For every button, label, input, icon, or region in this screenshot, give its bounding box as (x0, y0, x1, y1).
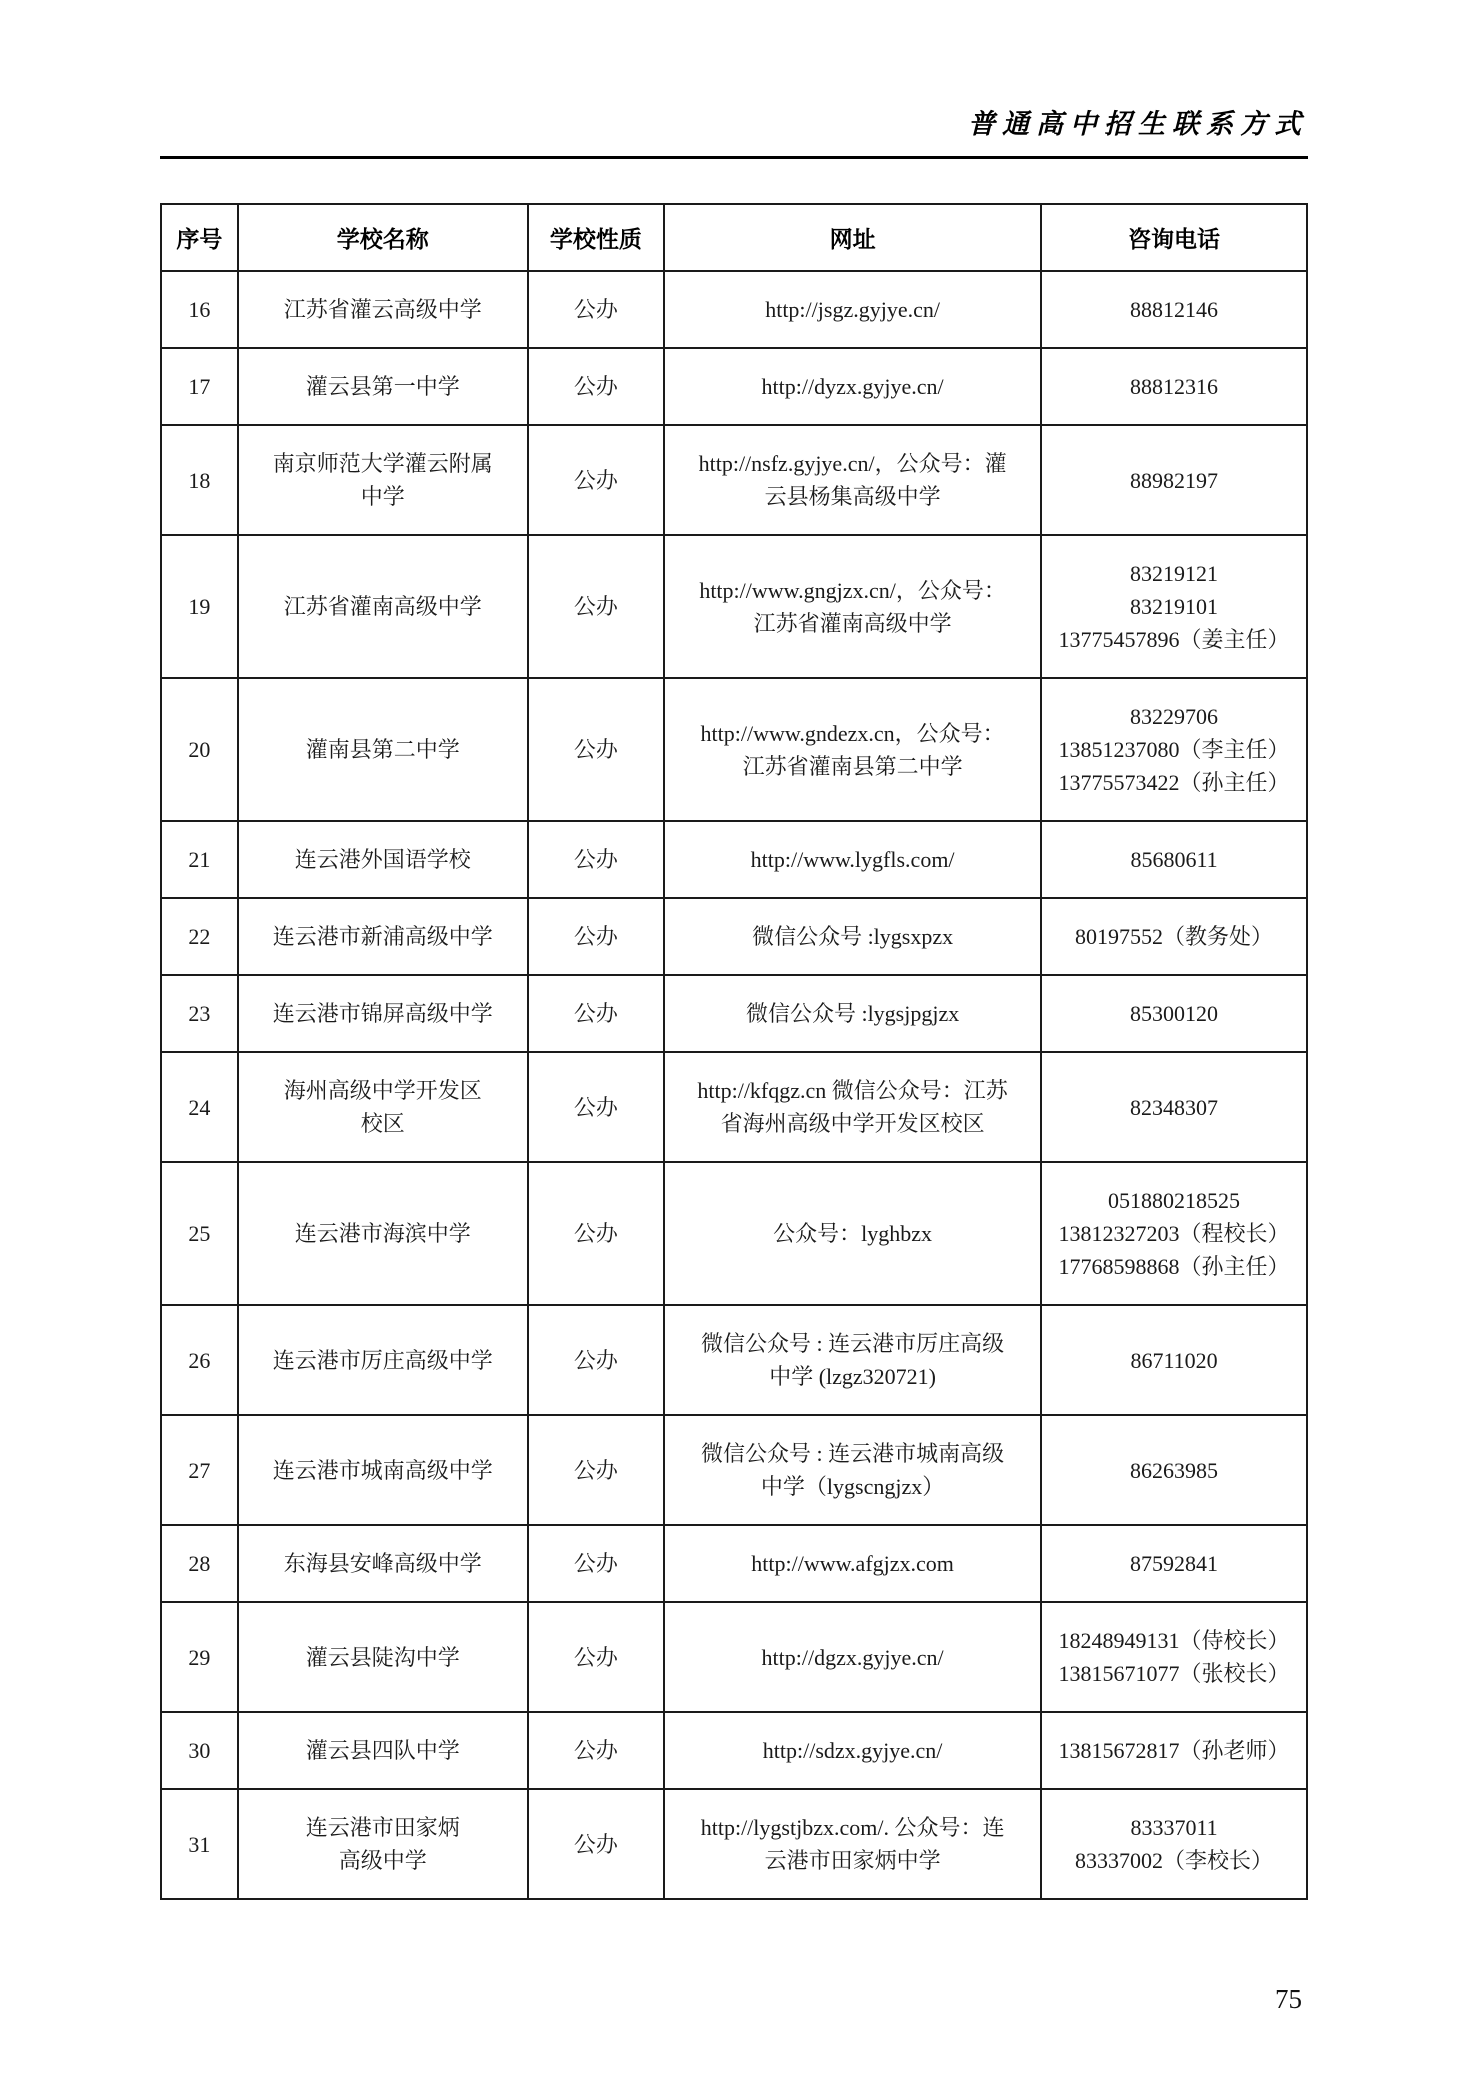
cell-line: 公办 (573, 1221, 618, 1246)
cell-line: http://lygstjbzx.com/. 公众号：连 (700, 1815, 1005, 1840)
cell-line: 13851237080（李主任） (1058, 737, 1290, 762)
cell-phone (1041, 678, 1307, 821)
cell-no (161, 678, 238, 821)
cell-website (664, 678, 1041, 821)
cell-phone (1041, 1712, 1307, 1789)
table-row (161, 821, 1307, 898)
cell-no (161, 535, 238, 678)
cell-website (664, 535, 1041, 678)
cell-line: 29 (188, 1644, 211, 1670)
cell-line: 88812316 (1130, 374, 1219, 399)
cell-line: 公办 (573, 594, 618, 619)
table-row (161, 348, 1307, 425)
cell-name (238, 425, 528, 535)
cell-line: 中学（lygscngjzx） (760, 1474, 945, 1499)
cell-line: 83337011 (1130, 1815, 1218, 1840)
cell-line: 省海州高级中学开发区校区 (720, 1111, 985, 1136)
table-row (161, 535, 1307, 678)
cell-line: 公办 (573, 297, 618, 322)
cell-line: http://sdzx.gyjye.cn/ (762, 1738, 943, 1763)
cell-line: http://www.gndezx.cn，公众号： (700, 720, 1005, 746)
cell-phone (1041, 1305, 1307, 1415)
cell-line: 公办 (573, 1001, 618, 1026)
cell-line: 17 (188, 374, 211, 399)
cell-type (528, 425, 664, 535)
table-row (161, 425, 1307, 535)
cell-line: 31 (188, 1831, 211, 1857)
cell-line: 17768598868（孙主任） (1058, 1254, 1290, 1279)
cell-type (528, 1525, 664, 1602)
cell-line: 13815672817（孙老师） (1058, 1738, 1290, 1763)
cell-name (238, 1712, 528, 1789)
cell-line: 公办 (573, 847, 618, 872)
table-row (161, 1602, 1307, 1712)
cell-no (161, 975, 238, 1052)
cell-line: 灌云县四队中学 (305, 1738, 460, 1763)
cell-line: 微信公众号 :lygsxpzx (752, 924, 954, 949)
cell-line: 云港市田家炳中学 (764, 1848, 941, 1873)
column-header: 学校名称 (238, 204, 528, 271)
cell-line: 公办 (573, 1551, 618, 1576)
cell-line: 连云港市城南高级中学 (272, 1457, 493, 1483)
cell-line: 连云港市锦屏高级中学 (272, 1001, 493, 1026)
cell-line: 公办 (573, 1457, 618, 1483)
cell-line: 校区 (360, 1111, 405, 1136)
cell-line: 26 (188, 1347, 211, 1373)
cell-name (238, 271, 528, 348)
cell-phone (1041, 975, 1307, 1052)
table-row (161, 1052, 1307, 1162)
cell-line: 83337002（李校长） (1075, 1848, 1274, 1873)
cell-line: 云县杨集高级中学 (764, 484, 941, 509)
table-row (161, 678, 1307, 821)
cell-no (161, 1162, 238, 1305)
cell-line: 16 (188, 297, 211, 322)
cell-website (664, 271, 1041, 348)
cell-line: 灌云县第一中学 (305, 374, 460, 399)
cell-type (528, 1162, 664, 1305)
cell-line: http://www.lygfls.com/ (750, 847, 955, 872)
page-title: 普通高中招生联系方式 (968, 109, 1308, 139)
table-head (161, 204, 1307, 271)
cell-line: 微信公众号 : 连云港市厉庄高级 (701, 1331, 1005, 1356)
cell-website (664, 1162, 1041, 1305)
cell-line: 20 (188, 737, 211, 762)
cell-line: 公办 (573, 374, 618, 399)
cell-line: 27 (188, 1457, 211, 1483)
cell-no (161, 348, 238, 425)
cell-phone (1041, 1052, 1307, 1162)
cell-line: 江苏省灌云高级中学 (283, 297, 482, 322)
cell-website (664, 1712, 1041, 1789)
cell-name (238, 1789, 528, 1899)
cell-line: 83229706 (1130, 704, 1219, 729)
cell-website (664, 1602, 1041, 1712)
cell-line: 公办 (573, 1831, 618, 1857)
cell-line: 江苏省灌南高级中学 (753, 610, 952, 636)
cell-line: 连云港市厉庄高级中学 (272, 1347, 493, 1373)
cell-line: 微信公众号 :lygsjpgjzx (745, 1001, 960, 1026)
cell-phone (1041, 348, 1307, 425)
cell-line: http://jsgz.gyjye.cn/ (765, 297, 940, 322)
cell-no (161, 1415, 238, 1525)
cell-name (238, 1305, 528, 1415)
cell-website (664, 1525, 1041, 1602)
cell-line: 连云港市海滨中学 (294, 1221, 471, 1246)
table-row (161, 1415, 1307, 1525)
cell-line: 85680611 (1130, 847, 1218, 872)
cell-type (528, 271, 664, 348)
cell-no (161, 425, 238, 535)
cell-line: 中学 (360, 484, 405, 509)
cell-phone (1041, 1162, 1307, 1305)
cell-line: 高级中学 (338, 1848, 427, 1873)
cell-no (161, 1052, 238, 1162)
cell-line: 19 (188, 594, 211, 619)
cell-name (238, 1162, 528, 1305)
cell-phone (1041, 1789, 1307, 1899)
cell-type (528, 1415, 664, 1525)
cell-type (528, 348, 664, 425)
cell-line: 25 (188, 1221, 211, 1246)
cell-name (238, 1602, 528, 1712)
table-row (161, 1789, 1307, 1899)
cell-no (161, 1525, 238, 1602)
column-header: 学校性质 (528, 204, 664, 271)
cell-line: 灌云县陡沟中学 (305, 1644, 460, 1670)
cell-line: 中学 (lzgz320721) (769, 1364, 936, 1389)
cell-website (664, 348, 1041, 425)
cell-line: 21 (188, 847, 211, 872)
cell-type (528, 1602, 664, 1712)
cell-type (528, 1712, 664, 1789)
cell-line: 公办 (573, 1094, 618, 1120)
cell-line: 24 (188, 1094, 211, 1120)
table-header-row (161, 204, 1307, 271)
cell-line: 13812327203（程校长） (1058, 1221, 1290, 1246)
cell-type (528, 1052, 664, 1162)
cell-type (528, 821, 664, 898)
column-header: 咨询电话 (1041, 204, 1307, 271)
cell-name (238, 1052, 528, 1162)
cell-line: 微信公众号 : 连云港市城南高级 (701, 1441, 1005, 1466)
cell-line: 公办 (573, 1347, 618, 1373)
cell-name (238, 898, 528, 975)
table-row (161, 1162, 1307, 1305)
cell-phone (1041, 898, 1307, 975)
cell-line: 88982197 (1130, 467, 1219, 493)
cell-line: http://kfqgz.cn 微信公众号：江苏 (697, 1078, 1008, 1103)
table-row (161, 1305, 1307, 1415)
cell-name (238, 678, 528, 821)
cell-line: 东海县安峰高级中学 (283, 1551, 482, 1576)
cell-phone (1041, 821, 1307, 898)
school-contact-table (160, 203, 1308, 1900)
cell-no (161, 1602, 238, 1712)
cell-name (238, 1415, 528, 1525)
cell-line: 23 (188, 1001, 211, 1026)
cell-line: 海州高级中学开发区 (283, 1078, 482, 1103)
cell-phone (1041, 425, 1307, 535)
cell-website (664, 1415, 1041, 1525)
cell-line: 连云港外国语学校 (294, 847, 471, 872)
cell-type (528, 535, 664, 678)
column-header: 序号 (161, 204, 238, 271)
cell-line: 83219101 (1130, 594, 1219, 619)
cell-line: 30 (188, 1738, 211, 1763)
cell-line: 28 (188, 1551, 211, 1576)
table-row (161, 975, 1307, 1052)
cell-line: 公办 (573, 924, 618, 949)
cell-line: 13775573422（孙主任） (1058, 770, 1290, 795)
cell-type (528, 678, 664, 821)
cell-type (528, 1789, 664, 1899)
page-number: 75 (1275, 1984, 1302, 2014)
header-rule (160, 156, 1308, 159)
cell-name (238, 535, 528, 678)
cell-line: 87592841 (1130, 1551, 1219, 1576)
cell-website (664, 821, 1041, 898)
cell-website (664, 1305, 1041, 1415)
cell-line: 13815671077（张校长） (1058, 1661, 1290, 1686)
cell-type (528, 898, 664, 975)
cell-name (238, 975, 528, 1052)
cell-line: 18 (188, 467, 211, 493)
cell-phone (1041, 1525, 1307, 1602)
cell-line: 公办 (573, 467, 618, 493)
cell-website (664, 1789, 1041, 1899)
cell-line: http://dgzx.gyjye.cn/ (761, 1644, 944, 1670)
cell-line: http://www.gngjzx.cn/，公众号： (699, 577, 1006, 603)
cell-name (238, 821, 528, 898)
cell-line: 公办 (573, 1644, 618, 1670)
cell-phone (1041, 1602, 1307, 1712)
cell-line: 连云港市田家炳 (305, 1815, 460, 1840)
cell-line: 江苏省灌南高级中学 (283, 594, 482, 619)
cell-line: 83219121 (1130, 561, 1219, 586)
cell-line: 公办 (573, 1738, 618, 1763)
cell-line: 22 (188, 924, 211, 949)
cell-name (238, 1525, 528, 1602)
table-body (161, 271, 1307, 1899)
cell-no (161, 821, 238, 898)
cell-line: 85300120 (1130, 1001, 1219, 1026)
cell-line: http://www.afgjzx.com (751, 1551, 954, 1576)
table-row (161, 898, 1307, 975)
cell-line: 80197552（教务处） (1075, 924, 1274, 949)
cell-type (528, 1305, 664, 1415)
cell-line: 88812146 (1130, 297, 1219, 322)
cell-line: http://dyzx.gyjye.cn/ (761, 374, 944, 399)
cell-no (161, 898, 238, 975)
cell-name (238, 348, 528, 425)
table-row (161, 1525, 1307, 1602)
cell-website (664, 1052, 1041, 1162)
cell-no (161, 1712, 238, 1789)
cell-line: 江苏省灌南县第二中学 (742, 753, 963, 779)
cell-phone (1041, 1415, 1307, 1525)
cell-line: 051880218525 (1108, 1188, 1241, 1213)
cell-no (161, 1789, 238, 1899)
cell-line: 86711020 (1130, 1347, 1218, 1373)
cell-line: 18248949131（侍校长） (1058, 1628, 1290, 1653)
cell-website (664, 898, 1041, 975)
cell-line: 连云港市新浦高级中学 (272, 924, 493, 949)
cell-phone (1041, 535, 1307, 678)
cell-no (161, 1305, 238, 1415)
cell-line: 灌南县第二中学 (305, 737, 460, 762)
cell-website (664, 975, 1041, 1052)
table-row (161, 1712, 1307, 1789)
table-row (161, 271, 1307, 348)
cell-line: http://nsfz.gyjye.cn/，公众号：灌 (698, 451, 1007, 476)
cell-no (161, 271, 238, 348)
cell-line: 82348307 (1130, 1094, 1219, 1120)
cell-type (528, 975, 664, 1052)
cell-line: 公众号：lyghbzx (773, 1221, 933, 1246)
cell-line: 86263985 (1130, 1457, 1219, 1483)
column-header: 网址 (664, 204, 1041, 271)
cell-line: 公办 (573, 737, 618, 762)
cell-website (664, 425, 1041, 535)
cell-line: 13775457896（姜主任） (1058, 627, 1290, 652)
cell-line: 南京师范大学灌云附属 (272, 451, 493, 476)
page-header (160, 102, 1308, 159)
cell-phone (1041, 271, 1307, 348)
